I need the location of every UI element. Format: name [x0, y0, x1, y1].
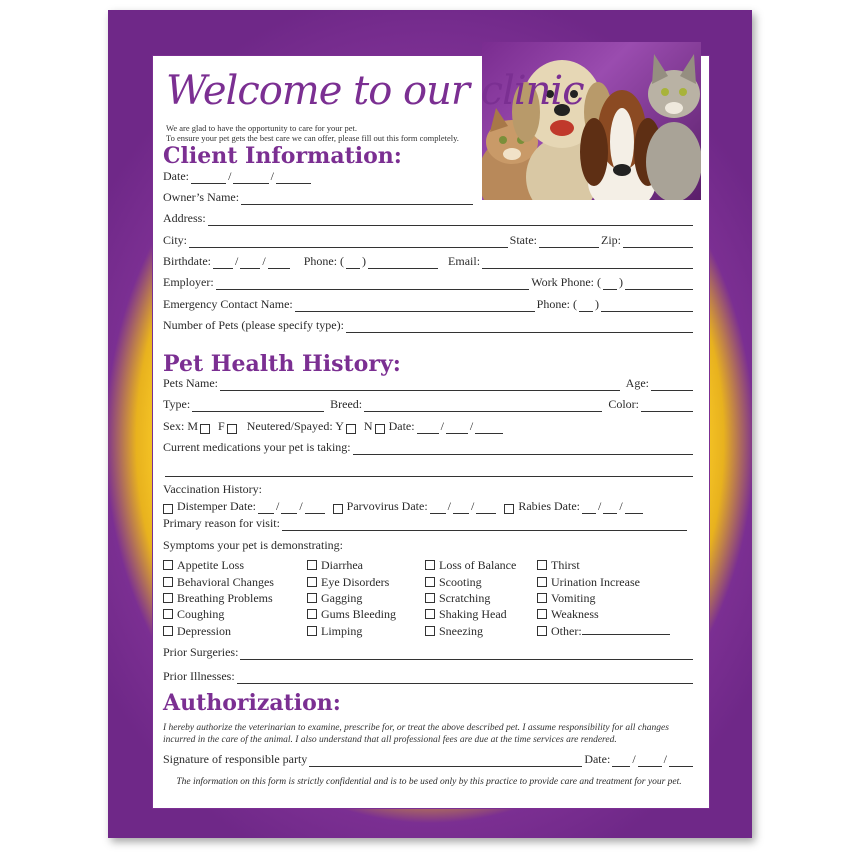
symptom-checkbox[interactable]	[307, 577, 317, 587]
city-field[interactable]	[189, 237, 508, 248]
sex-row: Sex: M F Neutered/Spayed: Y N Date: / /	[163, 418, 563, 434]
sex-f-label: F	[218, 419, 225, 433]
symptom-label: Vomiting	[551, 591, 596, 605]
symptom-label: Loss of Balance	[439, 558, 517, 572]
symptom-label: Thirst	[551, 558, 580, 572]
state-label: State:	[509, 233, 537, 247]
symptom-checkbox[interactable]	[537, 577, 547, 587]
symptom-label: Appetite Loss	[177, 558, 244, 572]
symptom-checkbox[interactable]	[537, 626, 547, 636]
signature-row: Signature of responsible party Date: / /	[163, 751, 695, 767]
authorization-text	[163, 722, 693, 746]
symptom-label: Gagging	[321, 591, 363, 605]
symptom-item	[307, 575, 389, 590]
symptom-checkbox[interactable]	[307, 609, 317, 619]
owner-label: Owner’s Name:	[163, 190, 240, 204]
symptom-label: Behavioral Changes	[177, 575, 274, 589]
neutered-label: Neutered/Spayed: Y	[246, 419, 344, 433]
symptom-label: Scooting	[439, 575, 482, 589]
emergency-phone-area-field[interactable]	[579, 301, 593, 312]
symptom-item	[425, 624, 483, 639]
birthdate-month-field[interactable]	[213, 258, 233, 269]
prior-surgeries-label: Prior Surgeries:	[163, 645, 239, 659]
signature-date-day-field[interactable]	[638, 756, 662, 767]
prior-illnesses-row	[163, 668, 695, 684]
breed-label: Breed:	[330, 397, 363, 411]
email-label: Email:	[448, 254, 481, 268]
owner-field[interactable]	[241, 194, 473, 205]
date-field[interactable]	[191, 173, 226, 184]
symptom-checkbox[interactable]	[163, 626, 173, 636]
medications-field[interactable]	[353, 444, 693, 455]
reason-field[interactable]	[282, 520, 687, 531]
prior-illnesses-label: Prior Illnesses:	[163, 669, 235, 683]
date-field-day[interactable]	[233, 173, 268, 184]
parvovirus-day-field[interactable]	[453, 503, 469, 514]
reason-row	[163, 515, 689, 531]
address-label: Address:	[163, 211, 206, 225]
symptom-checkbox[interactable]	[307, 560, 317, 570]
symptom-checkbox[interactable]	[425, 577, 435, 587]
symptom-label: Scratching	[439, 591, 491, 605]
parvovirus-label: Parvovirus Date:	[346, 499, 428, 513]
pets-photo	[482, 42, 701, 200]
address-field[interactable]	[208, 215, 693, 226]
symptom-label: Depression	[177, 624, 231, 638]
distemper-checkbox[interactable]	[163, 504, 173, 514]
neutered-date-day-field[interactable]	[446, 423, 468, 434]
rabies-label: Rabies Date:	[518, 499, 580, 513]
symptom-label: Sneezing	[439, 624, 483, 638]
rabies-year-field[interactable]	[625, 503, 643, 514]
symptom-label: Coughing	[177, 607, 225, 621]
page-title: Welcome to our clinic	[166, 68, 584, 114]
num-pets-label: Number of Pets (please specify type):	[163, 318, 344, 332]
color-field[interactable]	[641, 401, 693, 412]
distemper-month-field[interactable]	[258, 503, 274, 514]
neutered-y-checkbox[interactable]	[346, 424, 356, 434]
symptom-item	[537, 558, 580, 573]
distemper-year-field[interactable]	[305, 503, 325, 514]
emergency-phone-field[interactable]	[601, 301, 693, 312]
symptom-label: Eye Disorders	[321, 575, 390, 589]
city-label: City:	[163, 233, 188, 247]
prior-illnesses-field[interactable]	[237, 673, 693, 684]
symptom-checkbox[interactable]	[307, 626, 317, 636]
parvovirus-checkbox[interactable]	[333, 504, 343, 514]
medications-row-2	[163, 461, 695, 477]
intro-text	[166, 123, 459, 143]
signature-date-label: Date:	[584, 752, 611, 766]
sex-f-checkbox[interactable]	[227, 424, 237, 434]
symptom-item	[537, 591, 595, 606]
color-label: Color:	[608, 397, 639, 411]
signature-label: Signature of responsible party	[163, 752, 308, 766]
date-label: Date:	[163, 169, 189, 183]
phone-field[interactable]	[368, 258, 438, 269]
work-phone-label: Work Phone: (	[531, 275, 601, 289]
sex-m-checkbox[interactable]	[200, 424, 210, 434]
symptom-checkbox[interactable]	[307, 593, 317, 603]
signature-date-year-field[interactable]	[669, 756, 693, 767]
work-phone-field[interactable]	[625, 279, 693, 290]
neutered-n-checkbox[interactable]	[375, 424, 385, 434]
symptom-item	[537, 575, 640, 590]
rabies-day-field[interactable]	[603, 503, 617, 514]
symptom-checkbox[interactable]	[537, 560, 547, 570]
medications-label: Current medications your pet is taking:	[163, 440, 351, 454]
authorization-heading: Authorization:	[163, 690, 341, 716]
symptom-item	[307, 607, 396, 622]
state-field[interactable]	[539, 237, 599, 248]
symptom-item	[425, 591, 490, 606]
symptom-checkbox[interactable]	[537, 593, 547, 603]
type-row	[163, 396, 695, 412]
employer-field[interactable]	[216, 279, 530, 290]
symptom-label: Weakness	[551, 607, 599, 621]
form-sheet	[108, 10, 752, 838]
intro-line-1: We are glad to have the opportunity to care for your pet.	[166, 123, 357, 133]
work-phone-area-field[interactable]	[603, 279, 617, 290]
symptom-checkbox[interactable]	[425, 609, 435, 619]
rabies-month-field[interactable]	[582, 503, 596, 514]
neutered-n-label: N	[363, 419, 373, 433]
pets-name-label: Pets Name:	[163, 376, 218, 390]
city-row	[163, 232, 695, 248]
symptom-item	[537, 624, 670, 639]
breed-field[interactable]	[364, 401, 602, 412]
pets-name-row	[163, 375, 695, 391]
symptom-checkbox[interactable]	[425, 593, 435, 603]
symptom-item	[163, 558, 244, 573]
birthdate-row: Birthdate: / / Phone: ( ) Email:	[163, 253, 695, 269]
symptom-item	[307, 624, 362, 639]
symptoms-label: Symptoms your pet is demonstrating:	[163, 538, 343, 552]
date-field-year[interactable]	[276, 173, 311, 184]
birthdate-day-field[interactable]	[240, 258, 260, 269]
signature-field[interactable]	[309, 756, 582, 767]
symptom-checkbox[interactable]	[163, 609, 173, 619]
distemper-day-field[interactable]	[281, 503, 297, 514]
age-label: Age:	[625, 376, 649, 390]
employer-label: Employer:	[163, 275, 214, 289]
sex-label: Sex: M	[163, 419, 199, 433]
neutered-date-month-field[interactable]	[417, 423, 439, 434]
phone-area-field[interactable]	[346, 258, 360, 269]
symptom-item	[425, 607, 507, 622]
vaccination-row	[163, 481, 695, 497]
symptom-checkbox[interactable]	[425, 626, 435, 636]
zip-field[interactable]	[623, 237, 693, 248]
vaccine-dates-row: Distemper Date: / / Parvovirus Date: / / Rabies Date: / /	[163, 498, 695, 514]
other-symptom-field[interactable]	[582, 624, 670, 635]
neutered-date-label: Date:	[388, 419, 415, 433]
emergency-phone-label: Phone: (	[536, 297, 577, 311]
symptom-checkbox[interactable]	[163, 577, 173, 587]
employer-row: Employer: Work Phone: ( )	[163, 274, 695, 290]
distemper-label: Distemper Date:	[177, 499, 256, 513]
client-info-heading: Client Information:	[163, 143, 402, 169]
vaccination-label: Vaccination History:	[163, 482, 262, 496]
address-row	[163, 210, 695, 226]
parvovirus-month-field[interactable]	[430, 503, 446, 514]
pets-name-field[interactable]	[220, 380, 620, 391]
phone-label: Phone: (	[303, 254, 345, 268]
prior-surgeries-row	[163, 644, 695, 660]
confidentiality-footer: The information on this form is strictly confidential and is to be used only by this practice to provide care and treatment for your pet.	[176, 777, 682, 787]
symptom-label: Diarrhea	[321, 558, 363, 572]
symptom-label: Gums Bleeding	[321, 607, 396, 621]
emergency-label: Emergency Contact Name:	[163, 297, 293, 311]
pet-history-heading: Pet Health History:	[163, 351, 401, 377]
symptom-item	[163, 575, 274, 590]
type-label: Type:	[163, 397, 191, 411]
rabies-checkbox[interactable]	[504, 504, 514, 514]
symptom-label: Limping	[321, 624, 363, 638]
owner-row	[163, 189, 475, 205]
symptom-checkbox[interactable]	[163, 560, 173, 570]
symptom-item	[425, 558, 516, 573]
zip-label: Zip:	[601, 233, 621, 247]
reason-label: Primary reason for visit:	[163, 516, 280, 530]
medications-field-2[interactable]	[165, 466, 693, 477]
client-date-row: Date: / /	[163, 168, 313, 184]
medications-row	[163, 439, 695, 455]
symptom-item	[307, 558, 363, 573]
symptom-item	[163, 624, 231, 639]
prior-surgeries-field[interactable]	[240, 649, 693, 660]
symptom-checkbox[interactable]	[425, 560, 435, 570]
emergency-field[interactable]	[295, 301, 535, 312]
num-pets-field[interactable]	[346, 322, 693, 333]
parvovirus-year-field[interactable]	[476, 503, 496, 514]
symptom-label: Breathing Problems	[177, 591, 273, 605]
signature-date-month-field[interactable]	[612, 756, 630, 767]
symptoms-label-row	[163, 537, 695, 553]
symptom-checkbox[interactable]	[537, 609, 547, 619]
neutered-date-year-field[interactable]	[475, 423, 503, 434]
age-field[interactable]	[651, 380, 693, 391]
emergency-row: Emergency Contact Name: Phone: ( )	[163, 296, 695, 312]
email-field[interactable]	[482, 258, 693, 269]
num-pets-row	[163, 317, 695, 333]
symptom-item	[425, 575, 482, 590]
symptom-item	[163, 607, 224, 622]
symptom-item	[163, 591, 273, 606]
birthdate-label: Birthdate:	[163, 254, 211, 268]
symptom-checkbox[interactable]	[163, 593, 173, 603]
intro-line-2: To ensure your pet gets the best care we can offer, please fill out this form completely.	[166, 133, 459, 143]
birthdate-year-field[interactable]	[268, 258, 290, 269]
symptom-item	[307, 591, 362, 606]
authorization-line-1: I hereby authorize the veterinarian to examine, prescribe for, or treat the above described pet. I assume responsibility for all changes	[163, 723, 669, 733]
type-field[interactable]	[192, 401, 324, 412]
symptom-label: Other:	[551, 624, 582, 638]
symptom-label: Shaking Head	[439, 607, 507, 621]
symptom-item	[537, 607, 599, 622]
symptom-label: Urination Increase	[551, 575, 640, 589]
authorization-line-2: incurred in the care of the animal. I also understand that all professional fees are due at the time services are rendered.	[163, 735, 617, 745]
